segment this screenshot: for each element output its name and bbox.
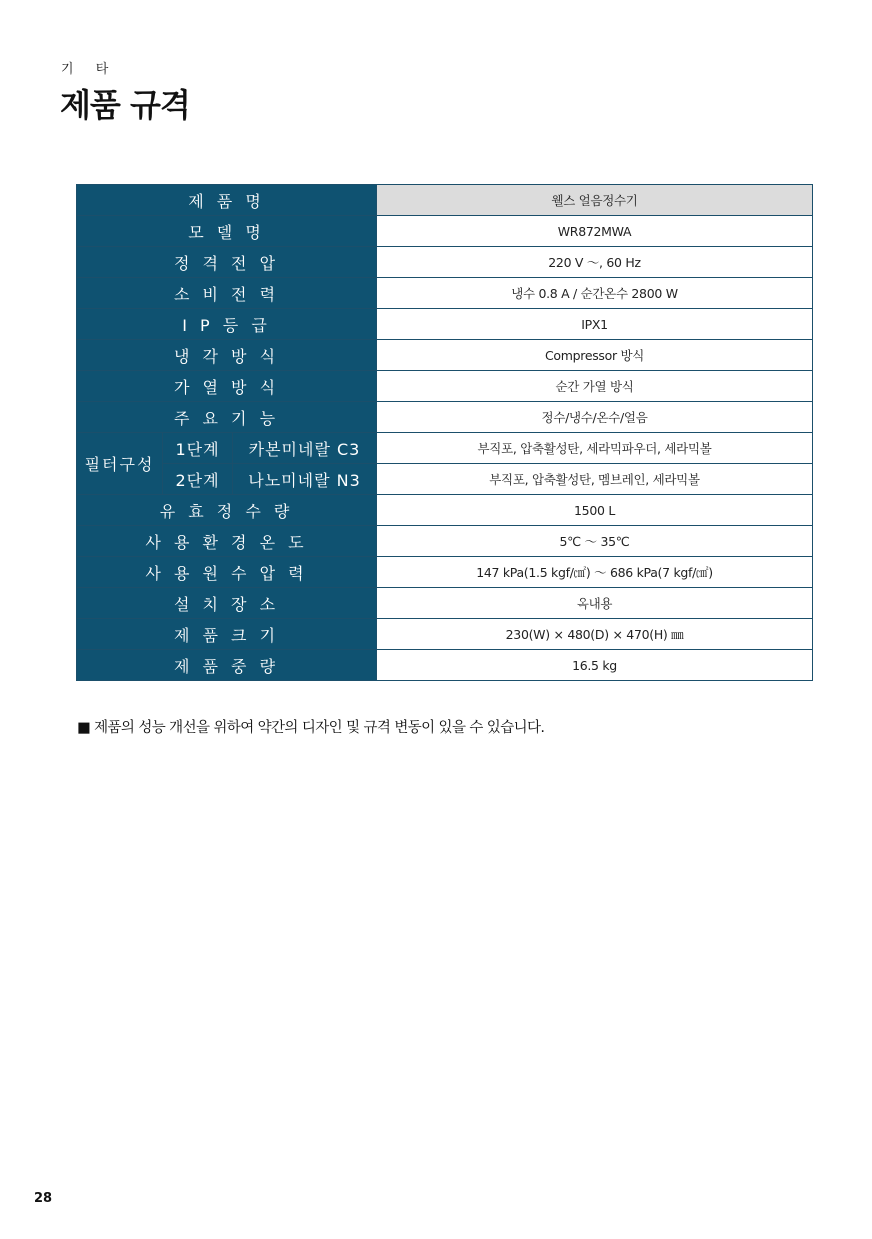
- table-row: [77, 650, 813, 681]
- table-row: [77, 309, 813, 340]
- spec-value: 웰스 얼음정수기: [377, 185, 813, 216]
- filter-group-label: 필터구성: [77, 433, 163, 495]
- table-row: [77, 588, 813, 619]
- filter-step: 1단계: [163, 433, 233, 464]
- spec-value: 5℃ ～ 35℃: [377, 526, 813, 557]
- table-row: [77, 526, 813, 557]
- spec-value: 147 kPa(1.5 kgf/㎠) ～ 686 kPa(7 kgf/㎠): [377, 557, 813, 588]
- table-row: [77, 185, 813, 216]
- spec-value: 1500 L: [377, 495, 813, 526]
- spec-label: I P 등 급: [77, 309, 377, 340]
- page-number: 28: [34, 1191, 53, 1206]
- spec-label: 유 효 정 수 량: [77, 495, 377, 526]
- spec-value: 순간 가열 방식: [377, 371, 813, 402]
- table-row: [77, 433, 813, 464]
- table-row: [77, 464, 813, 495]
- disclaimer-note: ■ 제품의 성능 개선을 위하여 약간의 디자인 및 규격 변동이 있을 수 있습니다.: [77, 720, 545, 736]
- filter-step: 2단계: [163, 464, 233, 495]
- spec-label: 제 품 중 량: [77, 650, 377, 681]
- spec-value: 정수/냉수/온수/얼음: [377, 402, 813, 433]
- table-row: [77, 278, 813, 309]
- spec-value: 부직포, 압축활성탄, 멤브레인, 세라믹볼: [377, 464, 813, 495]
- filter-name: 나노미네랄 N3: [233, 464, 377, 495]
- section-label: 기 타: [61, 62, 118, 77]
- table-row: [77, 340, 813, 371]
- table-row: [77, 371, 813, 402]
- spec-value: 옥내용: [377, 588, 813, 619]
- spec-label: 소 비 전 력: [77, 278, 377, 309]
- page-title: 제품 규격: [60, 86, 190, 124]
- table-row: [77, 495, 813, 526]
- spec-label: 사 용 원 수 압 력: [77, 557, 377, 588]
- table-row: [77, 216, 813, 247]
- spec-label: 주 요 기 능: [77, 402, 377, 433]
- spec-label: 정 격 전 압: [77, 247, 377, 278]
- table-row: [77, 557, 813, 588]
- spec-label: 냉 각 방 식: [77, 340, 377, 371]
- spec-table: [76, 184, 813, 681]
- spec-value: 230(W) × 480(D) × 470(H) ㎜: [377, 619, 813, 650]
- spec-label: 모 델 명: [77, 216, 377, 247]
- table-row: [77, 402, 813, 433]
- spec-label: 사 용 환 경 온 도: [77, 526, 377, 557]
- spec-value: WR872MWA: [377, 216, 813, 247]
- filter-name: 카본미네랄 C3: [233, 433, 377, 464]
- spec-value: 16.5 kg: [377, 650, 813, 681]
- spec-value: 부직포, 압축활성탄, 세라믹파우더, 세라믹볼: [377, 433, 813, 464]
- spec-label: 제 품 크 기: [77, 619, 377, 650]
- spec-label: 가 열 방 식: [77, 371, 377, 402]
- spec-value: Compressor 방식: [377, 340, 813, 371]
- table-row: [77, 247, 813, 278]
- spec-value: 냉수 0.8 A / 순간온수 2800 W: [377, 278, 813, 309]
- table-row: [77, 619, 813, 650]
- spec-value: IPX1: [377, 309, 813, 340]
- spec-label: 설 치 장 소: [77, 588, 377, 619]
- spec-value: 220 V ～, 60 Hz: [377, 247, 813, 278]
- spec-label: 제 품 명: [77, 185, 377, 216]
